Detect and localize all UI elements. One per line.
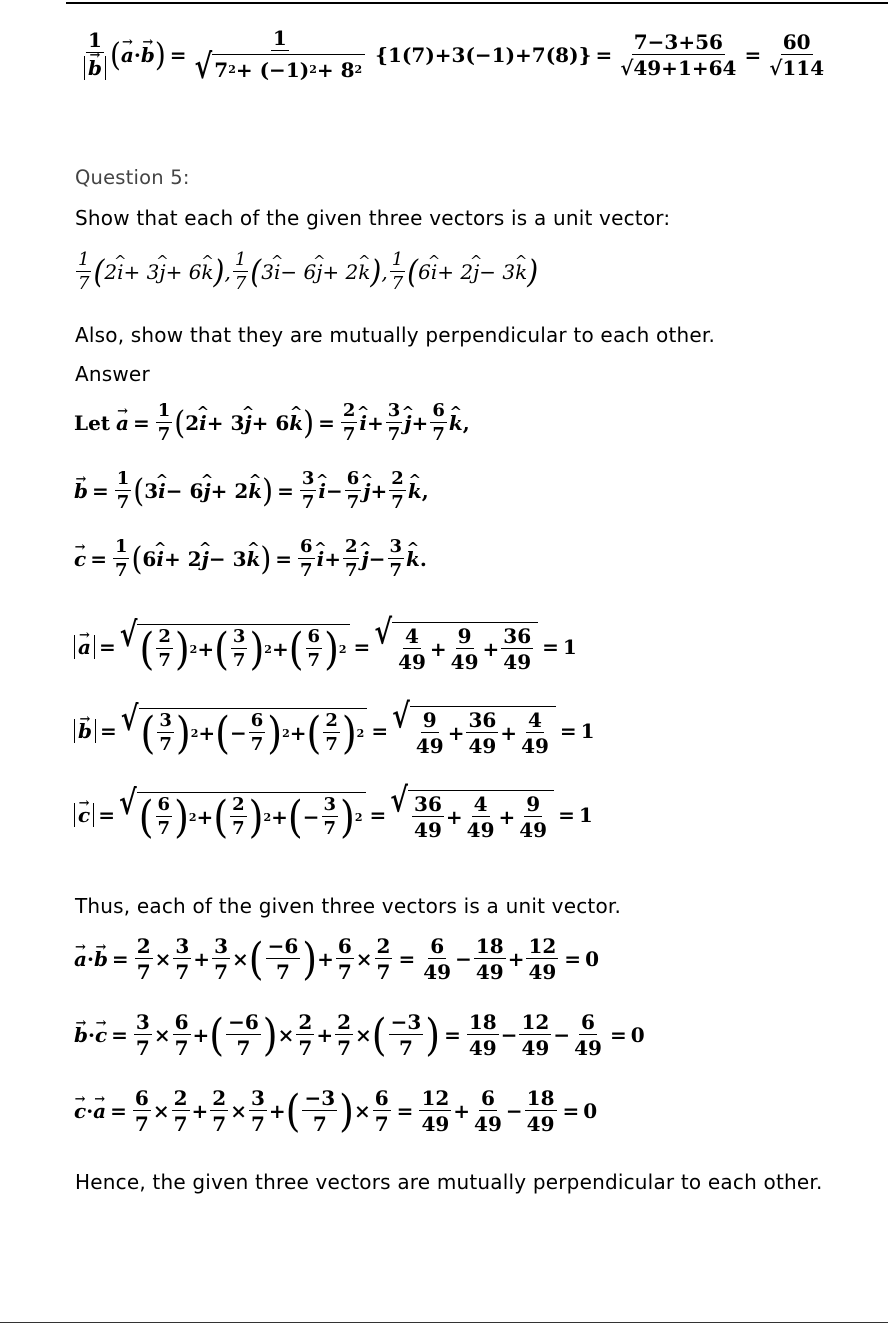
projection-equation: 1 → b ( → a · → b ) = 1 √ 7 2 + (−1) 2 + 8 2 {1(7)+3(−1)+7(8)} = $\frac{7-3+56}{√49+1+64}$ = $\frac{60}{√114}$ (80, 28, 828, 81)
vector-c-definition: → c = $\frac{1}{7}$ ( 6 ^ i + 2 ^ j − 3 ^ k ) = $\frac{6}{7}$ ^ i + 2 7 ^ j − 3 7 ^ k . (74, 538, 427, 580)
magnitude-c: → c = √ ( 6 7 ) 2 + ( 2 7 ) 2 + ( − 3 7 ) 2 = √ 36 49 + 4 49 + 9 49 = 1 (74, 790, 593, 840)
unit-conclusion: Thus, each of the given three vectors is a unit vector. (75, 894, 622, 918)
answer-label: Answer (75, 362, 150, 386)
result-numerator: 60 (782, 29, 811, 54)
result-denominator: √114 (769, 55, 825, 80)
numerator-sum: 7−3+56 (633, 29, 723, 54)
magnitude-a: → a = √ ( 2 7 ) 2 + ( 3 7 ) 2 + ( 6 7 ) 2 = √ 4 49 + 9 49 + 36 49 = 1 (74, 622, 577, 672)
denominator-root: √49+1+64 (620, 55, 737, 80)
magnitude-b: → b = √ ( 3 7 ) 2 + ( − 6 7 ) 2 + ( 2 7 ) 2 = √ 9 49 + 36 49 + 4 49 = 1 (74, 706, 595, 756)
question-text: Show that each of the given three vectors is a unit vector: (75, 206, 671, 230)
question-label: Question 5: (75, 166, 190, 189)
bottom-rule (0, 1322, 888, 1323)
vector-a-definition: Let → a = $\frac{1}{7}$ ( 2 ^ i + 3 ^ j + 6 ^ k ) = $\frac{2}{7}$ ^ i + 3 7 ^ j + 6 7 ^ k , (74, 402, 470, 444)
also-text: Also, show that they are mutually perpendicular to each other. (75, 323, 716, 347)
let-label: Let (74, 411, 111, 435)
dot-product-ab: → a · → b = $\frac{2}{7}$ × 3 7 + 3 7 × ( −6 7 ) + 6 7 × $\frac{2}{7}$ = $\frac{6}{49}$ − 18 49 + $\frac{12}{49}$ = 0 (74, 936, 599, 982)
dot-sum: {1(7)+3(−1)+7(8)} (375, 42, 592, 67)
dot-product-bc: → b · → c = $\frac{3}{7}$ × 6 7 + ( −6 7 ) × 2 7 + 2 7 × ( −3 7 ) = $\frac{18}{49}$ − 12 49 − $\frac{6}{49}$ = 0 (74, 1012, 645, 1058)
given-vectors: 1 7 ( 2 ^ i + 3 ^ j + 6 ^ k ) , 1 7 ( 3 ^ i − 6 ^ j + 2 ^ k ) , 1 7 ( 6 ^ i + 2 ^ j − 3 ^ k ) (74, 248, 538, 293)
vector-b-definition: → b = $\frac{1}{7}$ ( 3 ^ i − 6 ^ j + 2 ^ k ) = $\frac{3}{7}$ ^ i − 6 7 ^ j + 2 7 ^ k , (74, 470, 429, 512)
final-conclusion: Hence, the given three vectors are mutually perpendicular to each other. (75, 1170, 823, 1194)
dot-product-ca: → c · → a = $\frac{6}{7}$ × 2 7 + 2 7 × 3 7 + ( −3 7 ) × $\frac{6}{7}$ = $\frac{12}{49}$ + 6 49 − $\frac{18}{49}$ = 0 (74, 1088, 597, 1134)
top-rule (66, 2, 888, 4)
